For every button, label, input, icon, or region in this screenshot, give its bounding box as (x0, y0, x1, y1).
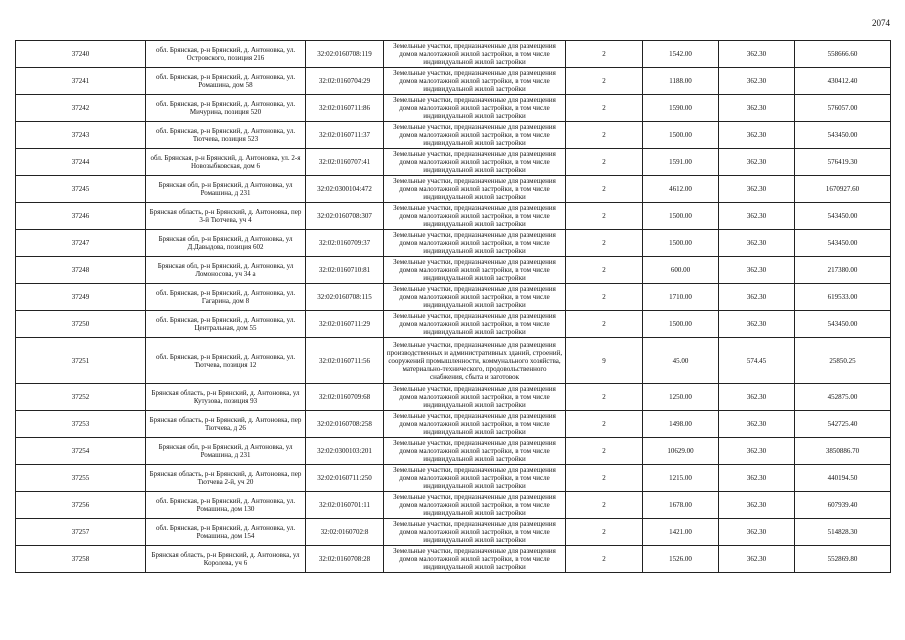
use-code-cell: 2 (566, 95, 643, 122)
rate-cell: 362.30 (719, 438, 795, 465)
row-id-cell: 37253 (16, 411, 146, 438)
cadastral-number-cell: 32:02:0160708:115 (306, 284, 384, 311)
address-cell: Брянская область, р-н Брянский, д. Антоновка, пер Тютчева 2-й, уч 20 (146, 465, 306, 492)
land-use-cell: Земельные участки, предназначенные для размещения производственных и административных зданий, строений, сооружений промышленности, коммунального хозяйства, материально-технического, продовольственного снабжения, сбыта и заготовок (384, 338, 566, 384)
area-cell: 1500.00 (643, 122, 719, 149)
rate-cell: 362.30 (719, 411, 795, 438)
row-id-cell: 37244 (16, 149, 146, 176)
cadastral-value-cell: 440194.50 (795, 465, 891, 492)
cadastral-number-cell: 32:02:0160708:28 (306, 546, 384, 573)
address-cell: обл. Брянская, р-н Брянский, д. Антоновка, ул. Центральная, дом 55 (146, 311, 306, 338)
row-id-cell: 37250 (16, 311, 146, 338)
table-row (16, 68, 891, 95)
address-cell: Брянская обл, р-н Брянский, д Антоновка, ул Д.Давыдова, позиция 602 (146, 230, 306, 257)
table-row (16, 95, 891, 122)
cadastral-value-cell: 607939.40 (795, 492, 891, 519)
rate-cell: 362.30 (719, 311, 795, 338)
land-use-cell: Земельные участки, предназначенные для размещения домов малоэтажной жилой застройки, в том числе индивидуальной жилой застройки (384, 230, 566, 257)
cadastral-number-cell: 32:02:0160708:119 (306, 41, 384, 68)
rate-cell: 362.30 (719, 257, 795, 284)
rate-cell: 362.30 (719, 492, 795, 519)
row-id-cell: 37256 (16, 492, 146, 519)
area-cell: 1590.00 (643, 95, 719, 122)
use-code-cell: 2 (566, 284, 643, 311)
rate-cell: 362.30 (719, 465, 795, 492)
cadastral-value-cell: 576419.30 (795, 149, 891, 176)
land-use-cell: Земельные участки, предназначенные для размещения домов малоэтажной жилой застройки, в том числе индивидуальной жилой застройки (384, 257, 566, 284)
area-cell: 1215.00 (643, 465, 719, 492)
cadastral-value-cell: 25850.25 (795, 338, 891, 384)
area-cell: 45.00 (643, 338, 719, 384)
use-code-cell: 2 (566, 176, 643, 203)
row-id-cell: 37247 (16, 230, 146, 257)
rate-cell: 362.30 (719, 519, 795, 546)
row-id-cell: 37242 (16, 95, 146, 122)
table-row (16, 411, 891, 438)
row-id-cell: 37257 (16, 519, 146, 546)
land-use-cell: Земельные участки, предназначенные для размещения домов малоэтажной жилой застройки, в том числе индивидуальной жилой застройки (384, 465, 566, 492)
address-cell: Брянская область, р-н Брянский, д. Антоновка, пер Тютчева, д 26 (146, 411, 306, 438)
row-id-cell: 37251 (16, 338, 146, 384)
cadastral-value-cell: 217380.00 (795, 257, 891, 284)
area-cell: 1710.00 (643, 284, 719, 311)
cadastral-number-cell: 32:02:0160710:81 (306, 257, 384, 284)
area-cell: 1498.00 (643, 411, 719, 438)
table-row (16, 230, 891, 257)
area-cell: 10629.00 (643, 438, 719, 465)
land-use-cell: Земельные участки, предназначенные для размещения домов малоэтажной жилой застройки, в том числе индивидуальной жилой застройки (384, 68, 566, 95)
cadastral-value-cell: 576057.00 (795, 95, 891, 122)
cadastral-number-cell: 32:02:0300104:472 (306, 176, 384, 203)
cadastral-number-cell: 32:02:0160704:29 (306, 68, 384, 95)
use-code-cell: 2 (566, 311, 643, 338)
rate-cell: 362.30 (719, 384, 795, 411)
use-code-cell: 2 (566, 203, 643, 230)
address-cell: Брянская область, р-н Брянский, д. Антоновка, ул Кутузова, позиция 93 (146, 384, 306, 411)
table-row (16, 257, 891, 284)
address-cell: обл. Брянская, р-н Брянский, д. Антоновка, ул. Мичурина, позиция 520 (146, 95, 306, 122)
area-cell: 1188.00 (643, 68, 719, 95)
area-cell: 1542.00 (643, 41, 719, 68)
cadastral-number-cell: 32:02:0160702:8 (306, 519, 384, 546)
use-code-cell: 2 (566, 257, 643, 284)
rate-cell: 362.30 (719, 68, 795, 95)
area-cell: 1500.00 (643, 203, 719, 230)
cadastral-value-cell: 430412.40 (795, 68, 891, 95)
row-id-cell: 37248 (16, 257, 146, 284)
address-cell: Брянская область, р-н Брянский, д. Антоновка, пер 3-й Тютчева, уч 4 (146, 203, 306, 230)
area-cell: 1421.00 (643, 519, 719, 546)
area-cell: 4612.00 (643, 176, 719, 203)
address-cell: Брянская область, р-н Брянский, д. Антоновка, ул Королева, уч 6 (146, 546, 306, 573)
row-id-cell: 37249 (16, 284, 146, 311)
cadastral-number-cell: 32:02:0160708:307 (306, 203, 384, 230)
use-code-cell: 2 (566, 122, 643, 149)
table-row (16, 546, 891, 573)
cadastral-value-cell: 542725.40 (795, 411, 891, 438)
address-cell: обл. Брянская, р-н Брянский, д. Антоновка, ул. Ромашина, дом 130 (146, 492, 306, 519)
cadastral-value-cell: 543450.00 (795, 122, 891, 149)
rate-cell: 362.30 (719, 546, 795, 573)
rate-cell: 362.30 (719, 149, 795, 176)
row-id-cell: 37255 (16, 465, 146, 492)
cadastral-number-cell: 32:02:0160711:29 (306, 311, 384, 338)
area-cell: 1250.00 (643, 384, 719, 411)
address-cell: обл. Брянская, р-н Брянский, д. Антоновка, ул. Тютчева, позиция 12 (146, 338, 306, 384)
cadastral-value-cell: 543450.00 (795, 203, 891, 230)
table-row (16, 203, 891, 230)
address-cell: обл. Брянская, р-н Брянский, д. Антоновка, ул. Ромашина, дом 154 (146, 519, 306, 546)
area-cell: 1500.00 (643, 311, 719, 338)
cadastral-value-cell: 558666.60 (795, 41, 891, 68)
table-row (16, 176, 891, 203)
cadastral-number-cell: 32:02:0160711:250 (306, 465, 384, 492)
row-id-cell: 37245 (16, 176, 146, 203)
page-number: 2074 (872, 18, 890, 28)
cadastral-value-cell: 1670927.60 (795, 176, 891, 203)
land-use-cell: Земельные участки, предназначенные для размещения домов малоэтажной жилой застройки, в том числе индивидуальной жилой застройки (384, 546, 566, 573)
table-row (16, 311, 891, 338)
use-code-cell: 2 (566, 519, 643, 546)
table-row (16, 384, 891, 411)
table-row (16, 284, 891, 311)
land-use-cell: Земельные участки, предназначенные для размещения домов малоэтажной жилой застройки, в том числе индивидуальной жилой застройки (384, 438, 566, 465)
cadastral-number-cell: 32:02:0160711:56 (306, 338, 384, 384)
land-use-cell: Земельные участки, предназначенные для размещения домов малоэтажной жилой застройки, в том числе индивидуальной жилой застройки (384, 41, 566, 68)
cadastral-number-cell: 32:02:0160711:37 (306, 122, 384, 149)
cadastral-number-cell: 32:02:0160709:37 (306, 230, 384, 257)
row-id-cell: 37254 (16, 438, 146, 465)
cadastral-number-cell: 32:02:0160709:68 (306, 384, 384, 411)
row-id-cell: 37246 (16, 203, 146, 230)
area-cell: 1678.00 (643, 492, 719, 519)
row-id-cell: 37240 (16, 41, 146, 68)
table-body (16, 41, 891, 573)
area-cell: 1500.00 (643, 230, 719, 257)
cadastral-value-cell: 543450.00 (795, 311, 891, 338)
table-row (16, 438, 891, 465)
rate-cell: 362.30 (719, 95, 795, 122)
table-row (16, 492, 891, 519)
address-cell: обл. Брянская, р-н Брянский, д. Антоновка, ул. Гагарина, дом 8 (146, 284, 306, 311)
cadastral-number-cell: 32:02:0300103:201 (306, 438, 384, 465)
area-cell: 1591.00 (643, 149, 719, 176)
land-use-cell: Земельные участки, предназначенные для размещения домов малоэтажной жилой застройки, в том числе индивидуальной жилой застройки (384, 492, 566, 519)
land-use-cell: Земельные участки, предназначенные для размещения домов малоэтажной жилой застройки, в том числе индивидуальной жилой застройки (384, 122, 566, 149)
row-id-cell: 37243 (16, 122, 146, 149)
address-cell: Брянская обл, р-н Брянский, д Антоновка, ул Ромашина, д 231 (146, 438, 306, 465)
table-row (16, 519, 891, 546)
land-use-cell: Земельные участки, предназначенные для размещения домов малоэтажной жилой застройки, в том числе индивидуальной жилой застройки (384, 149, 566, 176)
use-code-cell: 2 (566, 411, 643, 438)
rate-cell: 362.30 (719, 41, 795, 68)
use-code-cell: 2 (566, 384, 643, 411)
cadastral-number-cell: 32:02:0160707:41 (306, 149, 384, 176)
area-cell: 600.00 (643, 257, 719, 284)
use-code-cell: 2 (566, 149, 643, 176)
table-row (16, 338, 891, 384)
land-use-cell: Земельные участки, предназначенные для размещения домов малоэтажной жилой застройки, в том числе индивидуальной жилой застройки (384, 384, 566, 411)
address-cell: Брянская обл, р-н Брянский, д Антоновка, ул Ромашина, д 231 (146, 176, 306, 203)
rate-cell: 362.30 (719, 230, 795, 257)
land-use-cell: Земельные участки, предназначенные для размещения домов малоэтажной жилой застройки, в том числе индивидуальной жилой застройки (384, 284, 566, 311)
cadastral-value-cell: 543450.00 (795, 230, 891, 257)
cadastral-value-cell: 3850886.70 (795, 438, 891, 465)
land-use-cell: Земельные участки, предназначенные для размещения домов малоэтажной жилой застройки, в том числе индивидуальной жилой застройки (384, 95, 566, 122)
rate-cell: 362.30 (719, 176, 795, 203)
use-code-cell: 9 (566, 338, 643, 384)
table-row (16, 41, 891, 68)
use-code-cell: 2 (566, 230, 643, 257)
cadastral-number-cell: 32:02:0160701:11 (306, 492, 384, 519)
table-row (16, 122, 891, 149)
address-cell: обл. Брянская, р-н Брянский, д. Антоновка, ул. Островского, позиция 216 (146, 41, 306, 68)
row-id-cell: 37252 (16, 384, 146, 411)
area-cell: 1526.00 (643, 546, 719, 573)
row-id-cell: 37258 (16, 546, 146, 573)
cadastral-value-cell: 452875.00 (795, 384, 891, 411)
cadastral-value-cell: 552869.80 (795, 546, 891, 573)
use-code-cell: 2 (566, 546, 643, 573)
use-code-cell: 2 (566, 492, 643, 519)
cadastral-value-cell: 514828.30 (795, 519, 891, 546)
use-code-cell: 2 (566, 465, 643, 492)
address-cell: Брянская обл, р-н Брянский, д. Антоновка, ул Ломоносова, уч 34 а (146, 257, 306, 284)
cadastral-number-cell: 32:02:0160711:86 (306, 95, 384, 122)
address-cell: обл. Брянская, р-н Брянский, д. Антоновка, ул. Тютчева, позиция 523 (146, 122, 306, 149)
cadastral-value-cell: 619533.00 (795, 284, 891, 311)
rate-cell: 362.30 (719, 203, 795, 230)
use-code-cell: 2 (566, 68, 643, 95)
table-row (16, 465, 891, 492)
rate-cell: 362.30 (719, 122, 795, 149)
rate-cell: 574.45 (719, 338, 795, 384)
land-registry-table (15, 40, 891, 573)
use-code-cell: 2 (566, 438, 643, 465)
table-row (16, 149, 891, 176)
use-code-cell: 2 (566, 41, 643, 68)
land-use-cell: Земельные участки, предназначенные для размещения домов малоэтажной жилой застройки, в том числе индивидуальной жилой застройки (384, 176, 566, 203)
land-use-cell: Земельные участки, предназначенные для размещения домов малоэтажной жилой застройки, в том числе индивидуальной жилой застройки (384, 311, 566, 338)
land-use-cell: Земельные участки, предназначенные для размещения домов малоэтажной жилой застройки, в том числе индивидуальной жилой застройки (384, 203, 566, 230)
cadastral-number-cell: 32:02:0160708:258 (306, 411, 384, 438)
address-cell: обл. Брянская, р-н Брянский, д. Антоновка, ул. Ромашина, дом 58 (146, 68, 306, 95)
rate-cell: 362.30 (719, 284, 795, 311)
row-id-cell: 37241 (16, 68, 146, 95)
land-use-cell: Земельные участки, предназначенные для размещения домов малоэтажной жилой застройки, в том числе индивидуальной жилой застройки (384, 411, 566, 438)
address-cell: обл. Брянская, р-н Брянский, д. Антоновка, ул. 2-я Новозыбковская, дом 6 (146, 149, 306, 176)
land-use-cell: Земельные участки, предназначенные для размещения домов малоэтажной жилой застройки, в том числе индивидуальной жилой застройки (384, 519, 566, 546)
